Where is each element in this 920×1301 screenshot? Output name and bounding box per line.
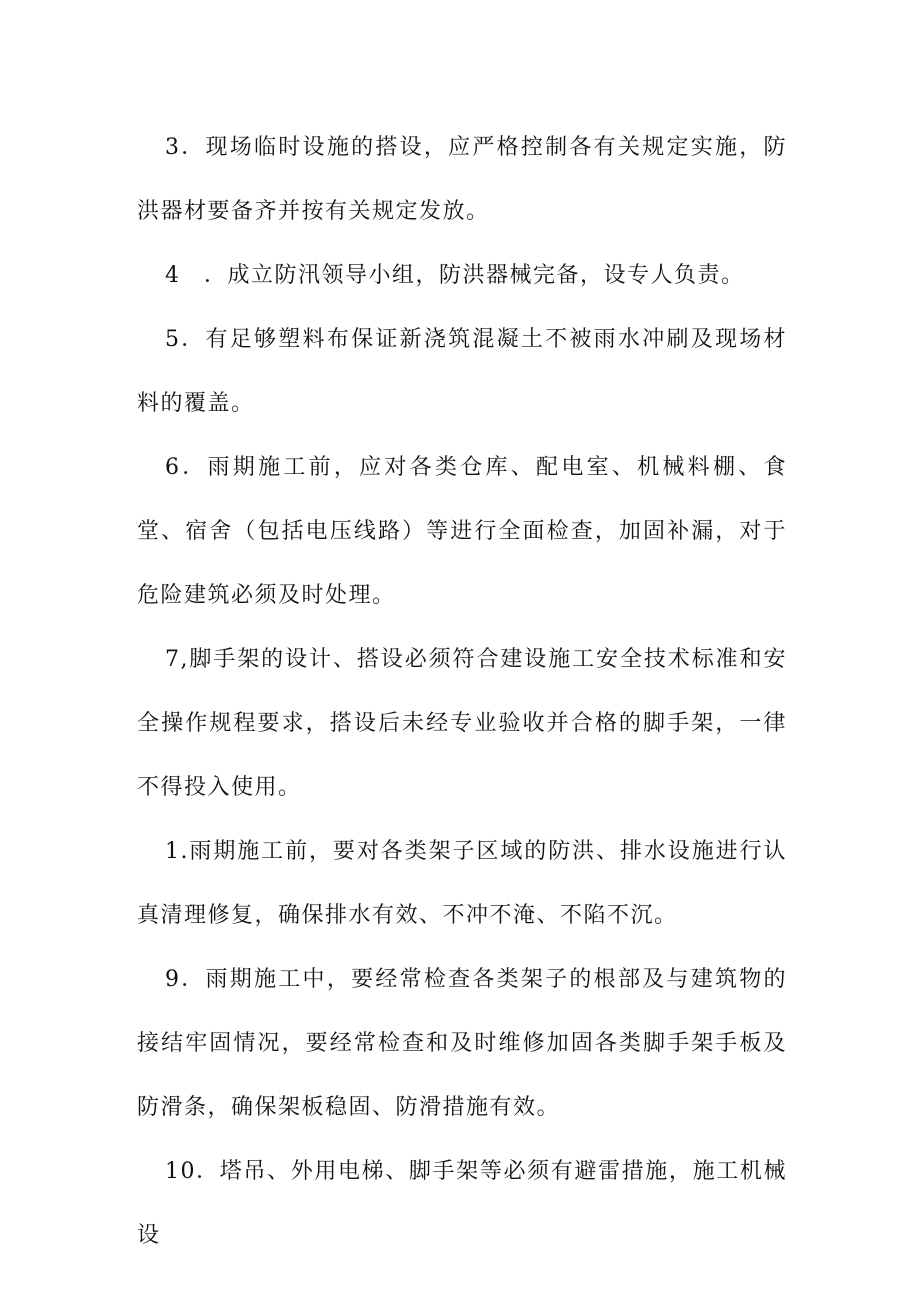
paragraph-item-8: 1.雨期施工前，要对各类架子区域的防洪、排水设施进行认真清理修复，确保排水有效、不冲不淹、不陷不沉。	[137, 839, 787, 928]
paragraph-item-10: 10．塔吊、外用电梯、脚手架等必须有避雷措施，施工机械设	[137, 1159, 787, 1248]
paragraph-item-7: 7,脚手架的设计、搭设必须符合建设施工安全技术标准和安全操作规程要求，搭设后未经专业验收并合格的脚手架，一律不得投入使用。	[137, 647, 787, 800]
paragraph-item-4: 4 ．成立防汛领导小组，防洪器械完备，设专人负责。	[165, 263, 745, 288]
paragraph-item-3: 3．现场临时设施的搭设，应严格控制各有关规定实施，防洪器材要备齐并按有关规定发放。	[137, 135, 787, 224]
document-body	[137, 116, 787, 1268]
paragraph-item-5: 5．有足够塑料布保证新浇筑混凝土不被雨水冲刷及现场材料的覆盖。	[137, 327, 787, 416]
paragraph-item-9: 9．雨期施工中，要经常检查各类架子的根部及与建筑物的接结牢固情况，要经常检查和及时维修加固各类脚手架手板及防滑条，确保架板稳固、防滑措施有效。	[137, 967, 787, 1120]
paragraph-item-6: 6．雨期施工前，应对各类仓库、配电室、机械料棚、食堂、宿舍（包括电压线路）等进行全面检查，加固补漏，对于危险建筑必须及时处理。	[137, 455, 787, 608]
